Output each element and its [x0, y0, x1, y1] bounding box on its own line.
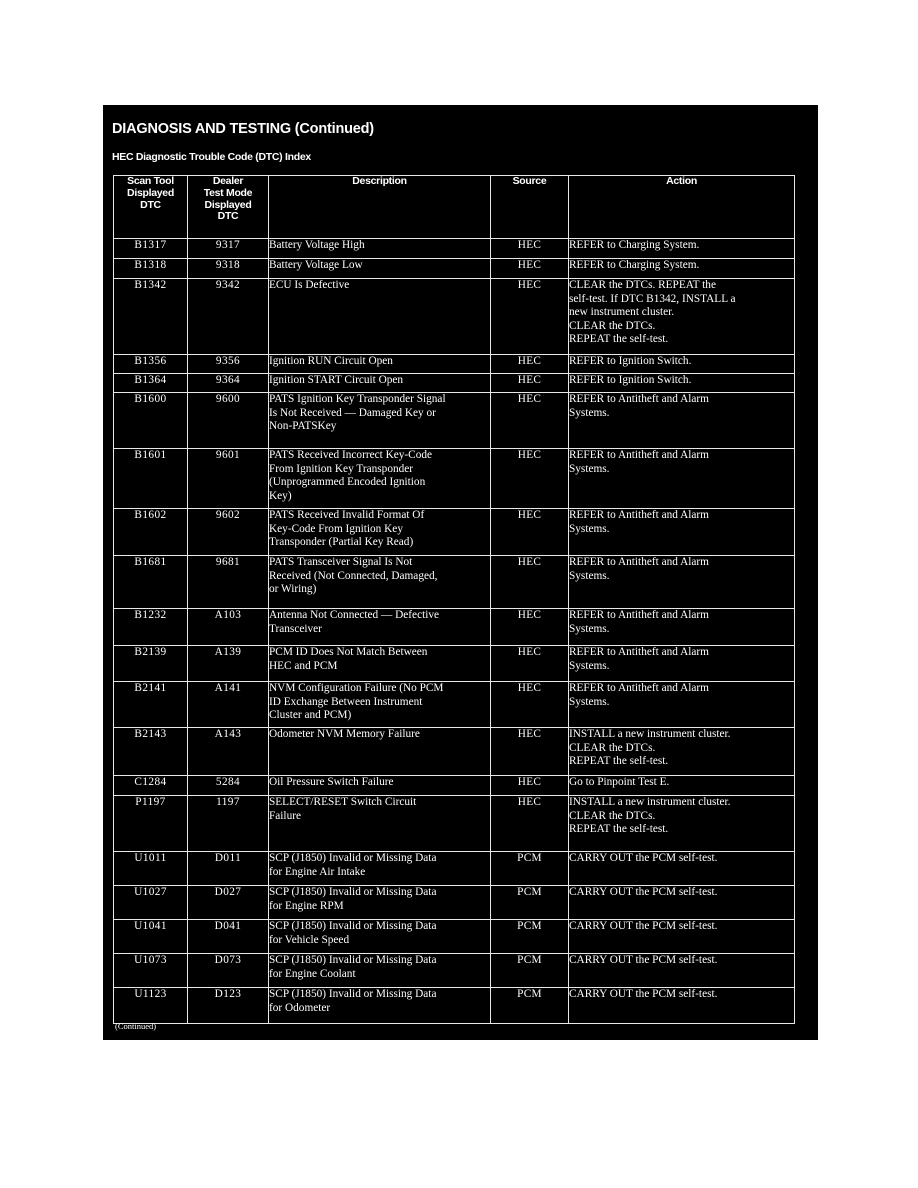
- cell-description-line: Transceiver: [269, 622, 322, 635]
- cell-action-line: REFER to Antitheft and Alarm: [569, 682, 709, 694]
- table-row: [114, 279, 795, 355]
- cell-description-line: or Wiring): [269, 583, 317, 596]
- cell-action: [569, 355, 795, 374]
- cell-description-line: PATS Received Invalid Format Of: [269, 509, 425, 521]
- cell-dealer-dtc: 9342: [188, 279, 269, 355]
- cell-description-line: Oil Pressure Switch Failure: [269, 776, 394, 788]
- cell-action: [569, 509, 795, 556]
- cell-description-line: Failure: [269, 809, 301, 822]
- dtc-index-table: [113, 175, 795, 1024]
- cell-dealer-dtc: A143: [188, 728, 269, 776]
- cell-action-line: Systems.: [569, 462, 610, 475]
- cell-description-line: SCP (J1850) Invalid or Missing Data: [269, 852, 437, 864]
- cell-description: [269, 279, 491, 355]
- cell-description: [269, 728, 491, 776]
- cell-action-line: CLEAR the DTCs.: [569, 319, 656, 332]
- cell-action: [569, 449, 795, 509]
- table-row: [114, 609, 795, 646]
- table-row: [114, 355, 795, 374]
- cell-source: PCM: [491, 988, 569, 1024]
- table-row: [114, 776, 795, 796]
- table-row: [114, 556, 795, 609]
- cell-action: [569, 776, 795, 796]
- cell-scan-tool-dtc: U1073: [114, 954, 188, 988]
- cell-dealer-dtc: A103: [188, 609, 269, 646]
- cell-action: [569, 988, 795, 1024]
- cell-action-line: REFER to Antitheft and Alarm: [569, 609, 709, 621]
- cell-action-line: CLEAR the DTCs.: [569, 809, 656, 822]
- cell-source: HEC: [491, 609, 569, 646]
- cell-description-line: Cluster and PCM): [269, 709, 352, 722]
- cell-description-line: SCP (J1850) Invalid or Missing Data: [269, 954, 437, 966]
- cell-source: HEC: [491, 776, 569, 796]
- cell-description: [269, 682, 491, 728]
- table-header-row: [114, 176, 795, 239]
- cell-action-line: CARRY OUT the PCM self-test.: [569, 852, 718, 864]
- cell-action-line: Systems.: [569, 695, 610, 708]
- cell-action-line: REPEAT the self-test.: [569, 755, 669, 768]
- cell-description-line: Received (Not Connected, Damaged,: [269, 569, 438, 582]
- cell-scan-tool-dtc: C1284: [114, 776, 188, 796]
- table-row: [114, 682, 795, 728]
- cell-description-line: PATS Ignition Key Transponder Signal: [269, 393, 446, 405]
- cell-action-line: REFER to Antitheft and Alarm: [569, 646, 709, 658]
- column-header-description: Description: [269, 176, 491, 239]
- scan-tool-header-line-2: Displayed: [127, 186, 174, 199]
- scan-tool-header-line-1: Scan Tool: [127, 175, 174, 187]
- cell-action: [569, 279, 795, 355]
- cell-description-line: Transponder (Partial Key Read): [269, 536, 414, 549]
- cell-action-line: Systems.: [569, 522, 610, 535]
- cell-dealer-dtc: 9602: [188, 509, 269, 556]
- cell-source: HEC: [491, 449, 569, 509]
- scan-tool-header-line-3: DTC: [140, 198, 161, 211]
- cell-description-line: Antenna Not Connected — Defective: [269, 609, 440, 621]
- cell-dealer-dtc: 9601: [188, 449, 269, 509]
- cell-description-line: PATS Received Incorrect Key-Code: [269, 449, 433, 461]
- cell-scan-tool-dtc: B2143: [114, 728, 188, 776]
- cell-description-line: for Odometer: [269, 1001, 331, 1014]
- cell-action: [569, 796, 795, 852]
- cell-scan-tool-dtc: U1041: [114, 920, 188, 954]
- cell-description: [269, 796, 491, 852]
- cell-scan-tool-dtc: B1602: [114, 509, 188, 556]
- cell-description: [269, 449, 491, 509]
- cell-source: PCM: [491, 852, 569, 886]
- cell-dealer-dtc: 9356: [188, 355, 269, 374]
- cell-description-line: Ignition RUN Circuit Open: [269, 355, 393, 367]
- cell-source: HEC: [491, 374, 569, 393]
- cell-source: PCM: [491, 920, 569, 954]
- cell-description-line: Key-Code From Ignition Key: [269, 522, 403, 535]
- cell-action: [569, 682, 795, 728]
- cell-scan-tool-dtc: B1681: [114, 556, 188, 609]
- cell-description: [269, 954, 491, 988]
- cell-description-line: Is Not Received — Damaged Key or: [269, 406, 436, 419]
- cell-scan-tool-dtc: B2141: [114, 682, 188, 728]
- cell-description: [269, 886, 491, 920]
- cell-description-line: ECU Is Defective: [269, 279, 350, 291]
- cell-scan-tool-dtc: B1356: [114, 355, 188, 374]
- cell-description-line: ID Exchange Between Instrument: [269, 695, 423, 708]
- cell-action: [569, 920, 795, 954]
- cell-description: [269, 509, 491, 556]
- cell-dealer-dtc: A139: [188, 646, 269, 682]
- cell-description-line: for Engine Coolant: [269, 967, 356, 980]
- cell-action-line: CLEAR the DTCs.: [569, 741, 656, 754]
- cell-action-line: REPEAT the self-test.: [569, 823, 669, 836]
- cell-dealer-dtc: D011: [188, 852, 269, 886]
- cell-source: HEC: [491, 556, 569, 609]
- cell-scan-tool-dtc: B1601: [114, 449, 188, 509]
- cell-description: [269, 374, 491, 393]
- cell-scan-tool-dtc: U1123: [114, 988, 188, 1024]
- cell-source: HEC: [491, 279, 569, 355]
- cell-action-line: REFER to Antitheft and Alarm: [569, 556, 709, 568]
- cell-action-line: REFER to Charging System.: [569, 259, 700, 271]
- table-row: [114, 796, 795, 852]
- cell-description-line: Non-PATSKey: [269, 420, 337, 433]
- dealer-header-line-1: Dealer: [212, 175, 244, 187]
- table-row: [114, 728, 795, 776]
- column-header-action: Action: [569, 176, 795, 239]
- cell-source: HEC: [491, 259, 569, 279]
- table-row: [114, 239, 795, 259]
- cell-scan-tool-dtc: B1317: [114, 239, 188, 259]
- cell-scan-tool-dtc: B1364: [114, 374, 188, 393]
- cell-action-line: Systems.: [569, 406, 610, 419]
- dealer-header-line-4: DTC: [217, 210, 239, 223]
- cell-action: [569, 556, 795, 609]
- cell-source: HEC: [491, 796, 569, 852]
- table-row: [114, 259, 795, 279]
- cell-dealer-dtc: 9317: [188, 239, 269, 259]
- table-row: [114, 954, 795, 988]
- cell-description: [269, 609, 491, 646]
- cell-action-line: Go to Pinpoint Test E.: [569, 776, 670, 788]
- cell-description: [269, 920, 491, 954]
- table-row: [114, 646, 795, 682]
- cell-action-line: CARRY OUT the PCM self-test.: [569, 920, 718, 932]
- cell-action-line: REPEAT the self-test.: [569, 333, 669, 346]
- cell-action-line: CARRY OUT the PCM self-test.: [569, 886, 718, 898]
- cell-description-line: for Engine RPM: [269, 899, 344, 912]
- cell-description: [269, 852, 491, 886]
- cell-action-line: REFER to Ignition Switch.: [569, 374, 692, 386]
- cell-action: [569, 646, 795, 682]
- table-row: [114, 852, 795, 886]
- cell-source: HEC: [491, 509, 569, 556]
- table-header: [114, 176, 795, 239]
- table-row: [114, 509, 795, 556]
- cell-dealer-dtc: D027: [188, 886, 269, 920]
- cell-action: [569, 609, 795, 646]
- cell-action: [569, 728, 795, 776]
- cell-action: [569, 954, 795, 988]
- cell-action: [569, 393, 795, 449]
- cell-source: HEC: [491, 646, 569, 682]
- cell-action-line: self-test. If DTC B1342, INSTALL a: [569, 292, 736, 305]
- cell-scan-tool-dtc: P1197: [114, 796, 188, 852]
- cell-action-line: CLEAR the DTCs. REPEAT the: [569, 279, 716, 291]
- cell-scan-tool-dtc: B1600: [114, 393, 188, 449]
- cell-dealer-dtc: 9600: [188, 393, 269, 449]
- cell-action-line: REFER to Antitheft and Alarm: [569, 393, 709, 405]
- table-row: [114, 393, 795, 449]
- cell-description: [269, 355, 491, 374]
- cell-description: [269, 259, 491, 279]
- cell-source: PCM: [491, 954, 569, 988]
- cell-action: [569, 852, 795, 886]
- cell-description-line: Battery Voltage Low: [269, 259, 363, 271]
- cell-action-line: INSTALL a new instrument cluster.: [569, 796, 731, 808]
- cell-description-line: PATS Transceiver Signal Is Not: [269, 556, 413, 568]
- cell-action-line: INSTALL a new instrument cluster.: [569, 728, 731, 740]
- page-title: DIAGNOSIS AND TESTING (Continued): [112, 121, 374, 137]
- table-row: [114, 920, 795, 954]
- column-header-dealer-test-mode-dtc: [188, 176, 269, 239]
- table-row: [114, 374, 795, 393]
- cell-action-line: REFER to Antitheft and Alarm: [569, 449, 709, 461]
- cell-scan-tool-dtc: U1011: [114, 852, 188, 886]
- cell-action-line: Systems.: [569, 569, 610, 582]
- dealer-header-line-3: Displayed: [204, 198, 252, 211]
- cell-scan-tool-dtc: B1342: [114, 279, 188, 355]
- cell-action-line: new instrument cluster.: [569, 306, 675, 319]
- dealer-header-line-2: Test Mode: [203, 186, 253, 199]
- cell-source: HEC: [491, 355, 569, 374]
- column-header-source: Source: [491, 176, 569, 239]
- cell-action: [569, 886, 795, 920]
- cell-action: [569, 374, 795, 393]
- cell-dealer-dtc: D041: [188, 920, 269, 954]
- cell-description-line: NVM Configuration Failure (No PCM: [269, 682, 444, 694]
- cell-description: [269, 776, 491, 796]
- column-header-scan-tool-dtc: [114, 176, 188, 239]
- cell-dealer-dtc: D073: [188, 954, 269, 988]
- cell-description-line: Ignition START Circuit Open: [269, 374, 404, 386]
- cell-scan-tool-dtc: U1027: [114, 886, 188, 920]
- cell-action-line: Systems.: [569, 622, 610, 635]
- cell-description-line: (Unprogrammed Encoded Ignition: [269, 476, 426, 489]
- table-row: [114, 886, 795, 920]
- cell-description-line: SCP (J1850) Invalid or Missing Data: [269, 988, 437, 1000]
- cell-description-line: HEC and PCM: [269, 659, 338, 672]
- cell-action: [569, 239, 795, 259]
- cell-description-line: PCM ID Does Not Match Between: [269, 646, 428, 658]
- cell-description-line: Battery Voltage High: [269, 239, 365, 251]
- cell-dealer-dtc: D123: [188, 988, 269, 1024]
- cell-dealer-dtc: 9318: [188, 259, 269, 279]
- cell-action-line: CARRY OUT the PCM self-test.: [569, 988, 718, 1000]
- cell-source: HEC: [491, 239, 569, 259]
- cell-description-line: for Engine Air Intake: [269, 865, 366, 878]
- cell-dealer-dtc: 1197: [188, 796, 269, 852]
- cell-description-line: Key): [269, 489, 292, 502]
- table-row: [114, 449, 795, 509]
- cell-dealer-dtc: 9364: [188, 374, 269, 393]
- cell-scan-tool-dtc: B1318: [114, 259, 188, 279]
- cell-dealer-dtc: 9681: [188, 556, 269, 609]
- cell-source: HEC: [491, 393, 569, 449]
- cell-description-line: for Vehicle Speed: [269, 933, 350, 946]
- cell-description: [269, 646, 491, 682]
- cell-description-line: Odometer NVM Memory Failure: [269, 728, 420, 740]
- cell-description: [269, 988, 491, 1024]
- cell-scan-tool-dtc: B1232: [114, 609, 188, 646]
- cell-dealer-dtc: 5284: [188, 776, 269, 796]
- cell-action: [569, 259, 795, 279]
- cell-action-line: CARRY OUT the PCM self-test.: [569, 954, 718, 966]
- cell-source: HEC: [491, 728, 569, 776]
- scanned-page: [103, 105, 818, 1040]
- cell-source: HEC: [491, 682, 569, 728]
- table-row: [114, 988, 795, 1024]
- cell-dealer-dtc: A141: [188, 682, 269, 728]
- table-body: [114, 239, 795, 1024]
- continued-note: (Continued): [115, 1021, 157, 1031]
- cell-source: PCM: [491, 886, 569, 920]
- cell-description: [269, 239, 491, 259]
- cell-description-line: SCP (J1850) Invalid or Missing Data: [269, 886, 437, 898]
- page-subtitle: HEC Diagnostic Trouble Code (DTC) Index: [112, 151, 311, 163]
- cell-description-line: From Ignition Key Transponder: [269, 462, 414, 475]
- cell-description: [269, 556, 491, 609]
- cell-description: [269, 393, 491, 449]
- cell-action-line: Systems.: [569, 659, 610, 672]
- cell-action-line: REFER to Ignition Switch.: [569, 355, 692, 367]
- cell-description-line: SCP (J1850) Invalid or Missing Data: [269, 920, 437, 932]
- cell-scan-tool-dtc: B2139: [114, 646, 188, 682]
- cell-action-line: REFER to Antitheft and Alarm: [569, 509, 709, 521]
- cell-action-line: REFER to Charging System.: [569, 239, 700, 251]
- cell-description-line: SELECT/RESET Switch Circuit: [269, 796, 417, 808]
